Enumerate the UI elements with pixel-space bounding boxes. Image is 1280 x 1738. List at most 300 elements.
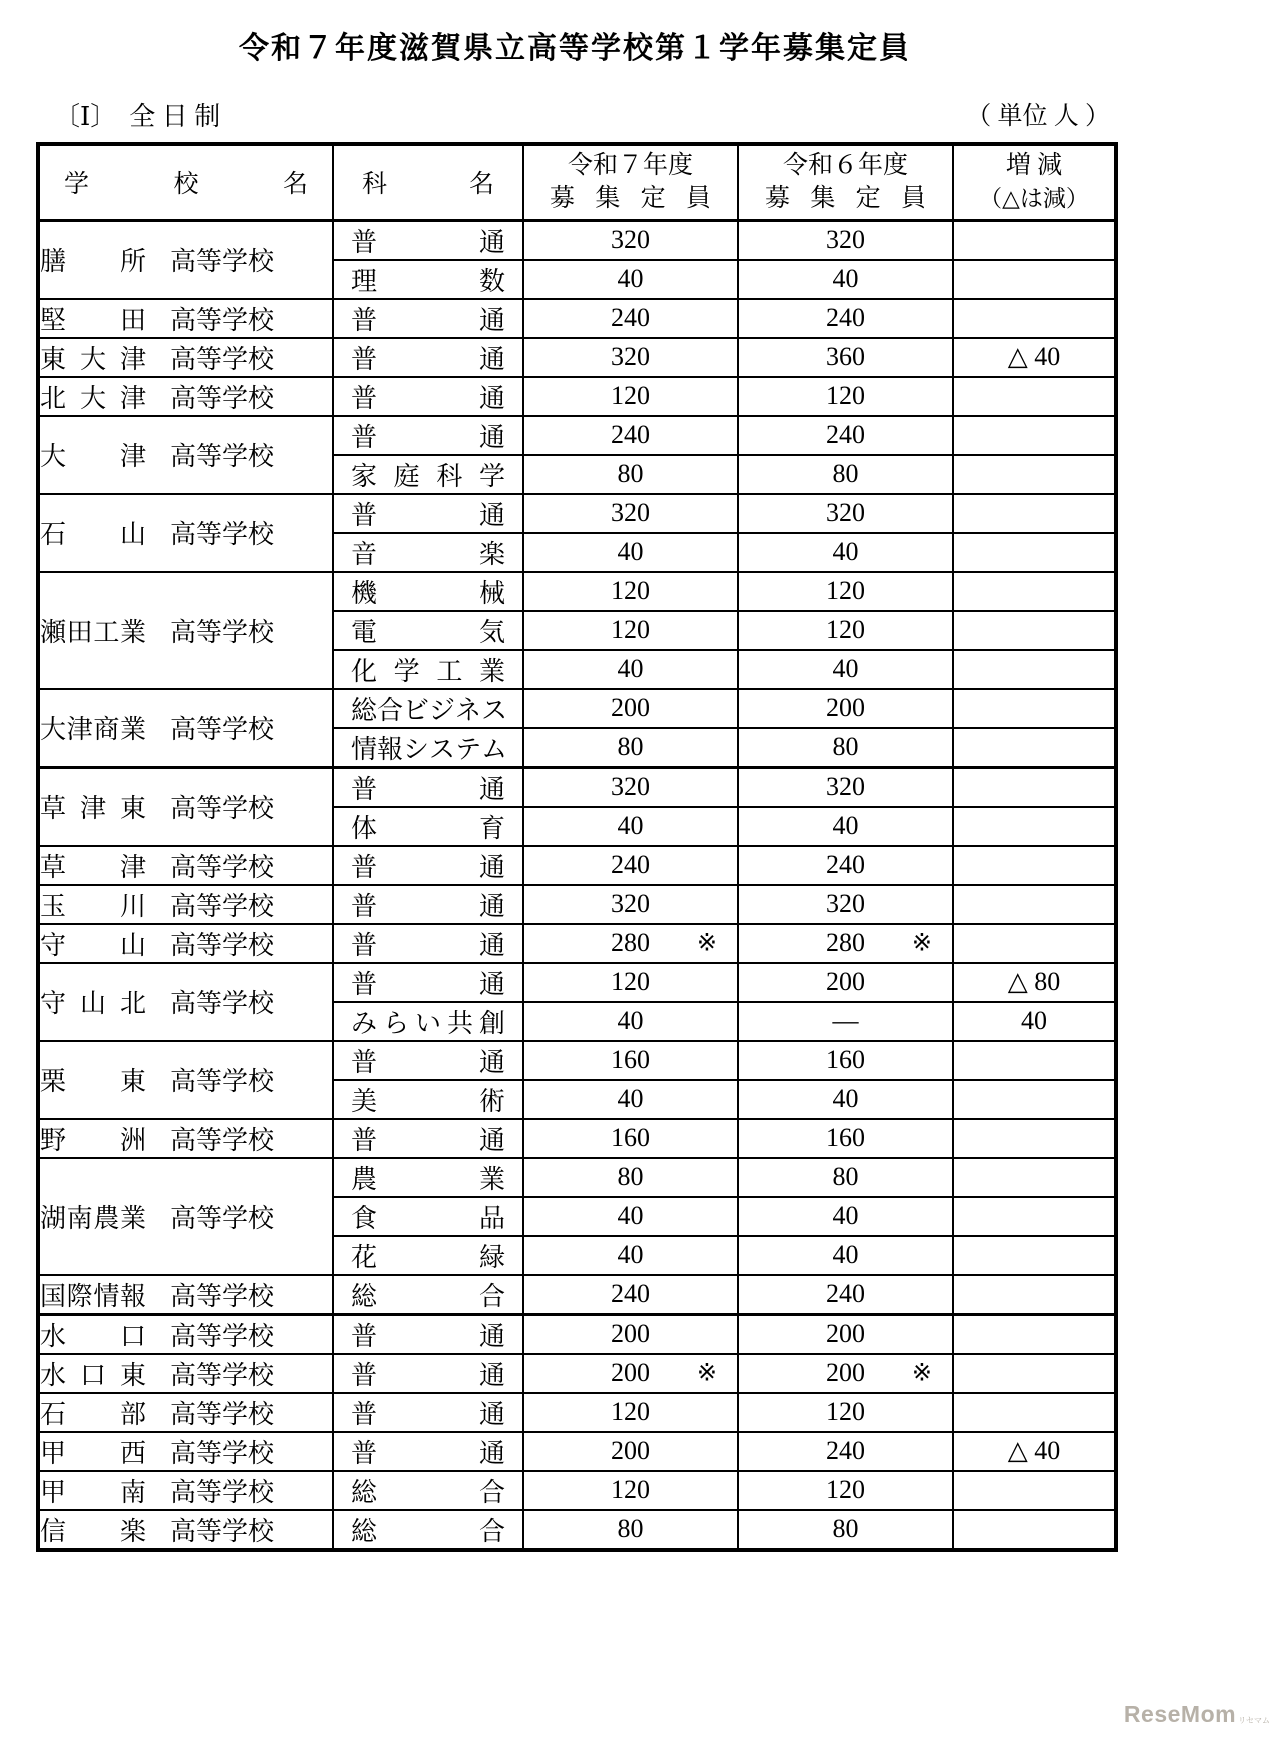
capacity-value: 120 [826, 615, 865, 644]
school-name-cell [38, 767, 333, 846]
capacity-value: 40 [832, 654, 859, 683]
capacity-r6-cell [738, 807, 953, 846]
capacity-value: 200 [611, 1319, 650, 1348]
capacity-r6-cell [738, 1080, 953, 1119]
header-dept-text: 科 名 [362, 171, 494, 199]
capacity-r7-cell [523, 767, 738, 807]
capacity-r7-cell [523, 963, 738, 1002]
capacity-value: 200 [611, 1436, 650, 1465]
capacity-r7-cell [523, 728, 738, 768]
department-cell [333, 1275, 523, 1315]
school-suffix: 高等学校 [170, 1399, 275, 1429]
capacity-r6-cell [738, 572, 953, 611]
table-row [38, 1471, 1116, 1510]
table-row [38, 338, 1116, 377]
school-name-cell [38, 1471, 333, 1510]
capacity-r6-cell [738, 416, 953, 455]
capacity-r6-cell [738, 885, 953, 924]
header-change-label: 増 減 [1005, 152, 1063, 180]
school-suffix: 高等学校 [170, 1321, 275, 1351]
department-name: 普 通 [351, 891, 505, 921]
capacity-r7-cell [523, 1275, 738, 1315]
asterisk-note: ※ [696, 1360, 717, 1387]
department-cell [333, 220, 523, 260]
capacity-r7-cell [523, 1510, 738, 1550]
school-name-cell [38, 689, 333, 768]
department-name: 化 学 工 業 [351, 656, 505, 686]
capacity-r6-cell [738, 1393, 953, 1432]
school-suffix: 高等学校 [170, 1438, 275, 1468]
capacity-r7-cell [523, 650, 738, 689]
department-cell [333, 728, 523, 768]
capacity-r6-cell [738, 611, 953, 650]
header-department-name [333, 144, 523, 220]
change-cell [953, 1314, 1116, 1354]
change-cell [953, 1471, 1116, 1510]
school-name: 野 洲 [40, 1125, 146, 1155]
capacity-r6-cell [738, 650, 953, 689]
capacity-value: 200 [611, 1358, 650, 1387]
capacity-r7-cell [523, 455, 738, 494]
change-cell [953, 1432, 1116, 1471]
department-cell [333, 885, 523, 924]
change-cell [953, 299, 1116, 338]
capacity-r6-cell [738, 689, 953, 728]
capacity-value: 240 [826, 1436, 865, 1465]
change-value: △ 80 [1007, 967, 1061, 996]
department-name: 体 育 [351, 813, 505, 843]
document-page [36, 0, 1270, 1727]
department-cell [333, 1354, 523, 1393]
capacity-value: 120 [611, 967, 650, 996]
capacity-value: 240 [611, 420, 650, 449]
header-row [38, 144, 1116, 220]
change-cell [953, 1041, 1116, 1080]
school-name: 栗 東 [40, 1067, 146, 1096]
header-change-note: （△は減） [979, 186, 1089, 212]
school-name-cell [38, 1314, 333, 1354]
capacity-r6-cell [738, 1002, 953, 1041]
school-name-cell [38, 338, 333, 377]
school-name-cell [38, 885, 333, 924]
department-cell [333, 416, 523, 455]
department-cell [333, 1158, 523, 1197]
capacity-r7-cell [523, 1314, 738, 1354]
change-cell [953, 807, 1116, 846]
department-cell [333, 299, 523, 338]
department-name: 普 通 [351, 227, 505, 257]
school-name: 国 際 情 報 [40, 1281, 146, 1311]
capacity-r7-cell [523, 846, 738, 885]
school-name-cell [38, 1158, 333, 1275]
capacity-value: 80 [832, 732, 859, 761]
capacity-r7-cell [523, 1119, 738, 1158]
department-name: 理 数 [351, 266, 505, 296]
change-cell [953, 572, 1116, 611]
change-cell [953, 1080, 1116, 1119]
change-cell [953, 963, 1116, 1002]
change-cell [953, 1158, 1116, 1197]
department-cell [333, 650, 523, 689]
department-name: 普 通 [351, 305, 505, 335]
school-name-cell [38, 1393, 333, 1432]
school-suffix: 高等学校 [170, 852, 275, 882]
school-suffix: 高等学校 [170, 442, 275, 471]
capacity-r6-cell [738, 963, 953, 1002]
department-name: 普 通 [351, 1047, 505, 1077]
department-cell [333, 611, 523, 650]
change-cell [953, 416, 1116, 455]
school-name-cell [38, 963, 333, 1041]
department-name: 電 気 [351, 617, 505, 647]
capacity-value: 40 [617, 654, 644, 683]
table-row [38, 494, 1116, 533]
change-cell [953, 1275, 1116, 1315]
capacity-value: 40 [617, 811, 644, 840]
change-cell [953, 1119, 1116, 1158]
capacity-value: 120 [611, 615, 650, 644]
header-change [953, 144, 1116, 220]
school-suffix: 高等学校 [170, 1125, 275, 1155]
capacity-value: 240 [611, 1279, 650, 1308]
school-name: 甲 西 [40, 1438, 146, 1468]
school-name-cell [38, 924, 333, 963]
department-name: 家 庭 科 学 [351, 461, 505, 491]
capacity-r6-cell [738, 220, 953, 260]
department-name: 普 通 [351, 1125, 505, 1155]
change-cell [953, 1510, 1116, 1550]
capacity-value: 320 [611, 772, 650, 801]
capacity-r7-cell [523, 416, 738, 455]
capacity-r7-cell [523, 885, 738, 924]
capacity-r6-cell [738, 1197, 953, 1236]
capacity-value: — [832, 1006, 859, 1035]
school-name: 湖 南 農 業 [40, 1203, 146, 1233]
department-name: 音 楽 [351, 539, 505, 569]
school-suffix: 高等学校 [170, 891, 275, 921]
capacity-value: 240 [826, 420, 865, 449]
department-name: 普 通 [351, 1360, 505, 1390]
school-suffix: 高等学校 [170, 1516, 275, 1546]
department-name: み ら い 共 創 [351, 1008, 505, 1038]
table-row [38, 377, 1116, 416]
capacity-r6-cell [738, 767, 953, 807]
capacity-value: 160 [826, 1123, 865, 1152]
capacity-r7-cell [523, 807, 738, 846]
department-name: 情 報 シ ス テ ム [351, 734, 508, 764]
department-name: 普 通 [351, 1438, 505, 1468]
capacity-r7-cell [523, 494, 738, 533]
school-suffix: 高等学校 [170, 794, 275, 823]
capacity-r6-cell [738, 260, 953, 299]
capacity-r6-cell [738, 924, 953, 963]
change-value: △ 40 [1007, 342, 1061, 371]
capacity-value: 40 [832, 1240, 859, 1269]
school-suffix: 高等学校 [170, 1203, 275, 1233]
change-value: △ 40 [1007, 1436, 1061, 1465]
table-body [38, 220, 1116, 1550]
department-cell [333, 455, 523, 494]
department-name: 総 合 [351, 1281, 505, 1311]
department-cell [333, 1041, 523, 1080]
school-name: 草 津 [40, 852, 146, 882]
table-row [38, 1393, 1116, 1432]
school-suffix: 高等学校 [170, 247, 275, 276]
capacity-r7-cell [523, 1002, 738, 1041]
change-cell [953, 1197, 1116, 1236]
capacity-r6-cell [738, 1354, 953, 1393]
capacity-value: 40 [617, 537, 644, 566]
school-name: 草 津 東 [40, 794, 146, 823]
capacity-r6-cell [738, 728, 953, 768]
department-name: 普 通 [351, 500, 505, 530]
capacity-value: 40 [617, 1006, 644, 1035]
table-row [38, 1314, 1116, 1354]
capacity-value: 320 [611, 889, 650, 918]
capacity-r6-cell [738, 299, 953, 338]
change-cell [953, 846, 1116, 885]
department-name: 普 通 [351, 344, 505, 374]
school-name-cell [38, 1119, 333, 1158]
department-cell [333, 1236, 523, 1275]
school-name: 水 口 東 [40, 1360, 146, 1390]
capacity-r6-cell [738, 846, 953, 885]
capacity-value: 40 [617, 1201, 644, 1230]
school-suffix: 高等学校 [170, 930, 275, 960]
capacity-r7-cell [523, 533, 738, 572]
department-name: 総 合 [351, 1477, 505, 1507]
capacity-r7-cell [523, 1158, 738, 1197]
resemom-brand-text: ReseMom [1123, 1701, 1237, 1727]
capacity-value: 40 [832, 537, 859, 566]
department-cell [333, 1393, 523, 1432]
table-row [38, 299, 1116, 338]
capacity-r7-cell [523, 1197, 738, 1236]
school-name: 大 津 [40, 442, 146, 471]
capacity-r7-cell [523, 338, 738, 377]
capacity-r7-cell [523, 1432, 738, 1471]
capacity-r6-cell [738, 455, 953, 494]
capacity-value: 40 [832, 811, 859, 840]
table-row [38, 220, 1116, 260]
capacity-r6-cell [738, 1432, 953, 1471]
school-name: 水 口 [40, 1321, 146, 1351]
school-suffix: 高等学校 [170, 989, 275, 1018]
table-row [38, 1275, 1116, 1315]
header-r7-capacity [523, 144, 738, 220]
capacity-value: 200 [826, 1319, 865, 1348]
capacity-r7-cell [523, 1393, 738, 1432]
capacity-r7-cell [523, 1080, 738, 1119]
department-cell [333, 1119, 523, 1158]
capacity-value: 120 [826, 1475, 865, 1504]
capacity-value: 120 [826, 1397, 865, 1426]
capacity-value: 360 [826, 342, 865, 371]
capacity-value: 160 [611, 1045, 650, 1074]
unit-label: （ 単位 人 ） [966, 103, 1110, 130]
change-cell [953, 338, 1116, 377]
change-cell [953, 377, 1116, 416]
capacity-value: 320 [826, 498, 865, 527]
department-cell [333, 1002, 523, 1041]
table-row [38, 885, 1116, 924]
school-suffix: 高等学校 [170, 383, 275, 413]
school-name-cell [38, 1275, 333, 1315]
capacity-r6-cell [738, 1236, 953, 1275]
change-cell [953, 220, 1116, 260]
department-cell [333, 846, 523, 885]
table-row [38, 1041, 1116, 1080]
capacity-value: 320 [611, 342, 650, 371]
capacity-value: 120 [611, 576, 650, 605]
department-cell [333, 260, 523, 299]
school-name-cell [38, 1510, 333, 1550]
capacity-value: 240 [611, 850, 650, 879]
department-name: 普 通 [351, 383, 505, 413]
asterisk-note: ※ [911, 1360, 932, 1387]
header-r7-label: 募 集 定 員 [550, 185, 711, 213]
capacity-r7-cell [523, 260, 738, 299]
capacity-value: 40 [832, 1084, 859, 1113]
capacity-value: 280 [611, 928, 650, 957]
table-row [38, 572, 1116, 611]
department-name: 食 品 [351, 1203, 505, 1233]
school-name: 瀬 田 工 業 [40, 617, 146, 647]
change-cell [953, 260, 1116, 299]
capacity-r6-cell [738, 1510, 953, 1550]
change-cell [953, 728, 1116, 768]
department-name: 普 通 [351, 1399, 505, 1429]
capacity-value: 200 [826, 967, 865, 996]
change-cell [953, 611, 1116, 650]
change-cell [953, 1236, 1116, 1275]
school-name: 守 山 [40, 930, 146, 960]
change-cell [953, 885, 1116, 924]
school-name-cell [38, 846, 333, 885]
capacity-value: 200 [611, 693, 650, 722]
department-name: 普 通 [351, 930, 505, 960]
capacity-value: 40 [832, 264, 859, 293]
table-row [38, 846, 1116, 885]
table-row [38, 1432, 1116, 1471]
school-name-cell [38, 572, 333, 689]
header-r6-capacity [738, 144, 953, 220]
table-row [38, 1354, 1116, 1393]
table-row [38, 1158, 1116, 1197]
capacity-value: 280 [826, 928, 865, 957]
department-name: 普 通 [351, 852, 505, 882]
capacity-r7-cell [523, 689, 738, 728]
capacity-value: 80 [832, 1162, 859, 1191]
department-cell [333, 377, 523, 416]
school-name-cell [38, 494, 333, 572]
department-cell [333, 572, 523, 611]
capacity-r6-cell [738, 1471, 953, 1510]
capacity-r6-cell [738, 1275, 953, 1315]
capacity-value: 320 [826, 889, 865, 918]
school-name: 守 山 北 [40, 989, 146, 1018]
capacity-value: 80 [617, 1162, 644, 1191]
capacity-value: 120 [611, 1397, 650, 1426]
department-name: 普 通 [351, 969, 505, 999]
department-name: 機 械 [351, 578, 505, 608]
table-row [38, 767, 1116, 807]
capacity-value: 120 [826, 381, 865, 410]
capacity-r6-cell [738, 1314, 953, 1354]
change-cell [953, 494, 1116, 533]
capacity-value: 320 [611, 225, 650, 254]
table-row [38, 689, 1116, 728]
capacity-value: 320 [826, 772, 865, 801]
change-cell [953, 767, 1116, 807]
department-name: 花 緑 [351, 1242, 505, 1272]
department-cell [333, 338, 523, 377]
capacity-r7-cell [523, 611, 738, 650]
resemom-logo [1124, 1703, 1270, 1726]
asterisk-note: ※ [911, 930, 932, 957]
department-cell [333, 1510, 523, 1550]
resemom-sub-text: リセマム [1238, 1716, 1270, 1725]
header-r7-year: 令和７年度 [567, 152, 693, 180]
department-cell [333, 1197, 523, 1236]
department-name: 普 通 [351, 774, 505, 804]
department-name: 普 通 [351, 422, 505, 452]
capacity-table [36, 142, 1118, 1552]
capacity-r7-cell [523, 924, 738, 963]
capacity-value: 80 [832, 459, 859, 488]
capacity-value: 40 [617, 1240, 644, 1269]
school-name-cell [38, 220, 333, 299]
capacity-r6-cell [738, 377, 953, 416]
capacity-value: 120 [611, 1475, 650, 1504]
capacity-value: 320 [611, 498, 650, 527]
department-name: 総 合 ビ ジ ネ ス [351, 695, 508, 725]
capacity-value: 40 [617, 1084, 644, 1113]
table-row [38, 963, 1116, 1002]
capacity-r7-cell [523, 220, 738, 260]
capacity-r6-cell [738, 1158, 953, 1197]
school-name: 玉 川 [40, 891, 146, 921]
capacity-value: 320 [826, 225, 865, 254]
department-name: 総 合 [351, 1516, 505, 1546]
header-r6-label: 募 集 定 員 [765, 185, 926, 213]
school-name: 東 大 津 [40, 344, 146, 374]
table-row [38, 1119, 1116, 1158]
department-cell [333, 689, 523, 728]
change-cell [953, 1393, 1116, 1432]
school-name: 堅 田 [40, 305, 146, 335]
capacity-r6-cell [738, 533, 953, 572]
school-suffix: 高等学校 [170, 520, 275, 549]
department-cell [333, 1314, 523, 1354]
school-suffix: 高等学校 [170, 1360, 275, 1390]
capacity-value: 40 [617, 264, 644, 293]
school-name-cell [38, 299, 333, 338]
school-suffix: 高等学校 [170, 344, 275, 374]
table-row [38, 924, 1116, 963]
capacity-value: 240 [826, 850, 865, 879]
change-cell [953, 924, 1116, 963]
department-name: 普 通 [351, 1321, 505, 1351]
department-cell [333, 1471, 523, 1510]
capacity-r7-cell [523, 299, 738, 338]
school-name-cell [38, 377, 333, 416]
school-suffix: 高等学校 [170, 1281, 275, 1311]
capacity-value: 80 [617, 459, 644, 488]
change-value: 40 [1021, 1006, 1047, 1035]
capacity-r7-cell [523, 1354, 738, 1393]
capacity-r6-cell [738, 494, 953, 533]
